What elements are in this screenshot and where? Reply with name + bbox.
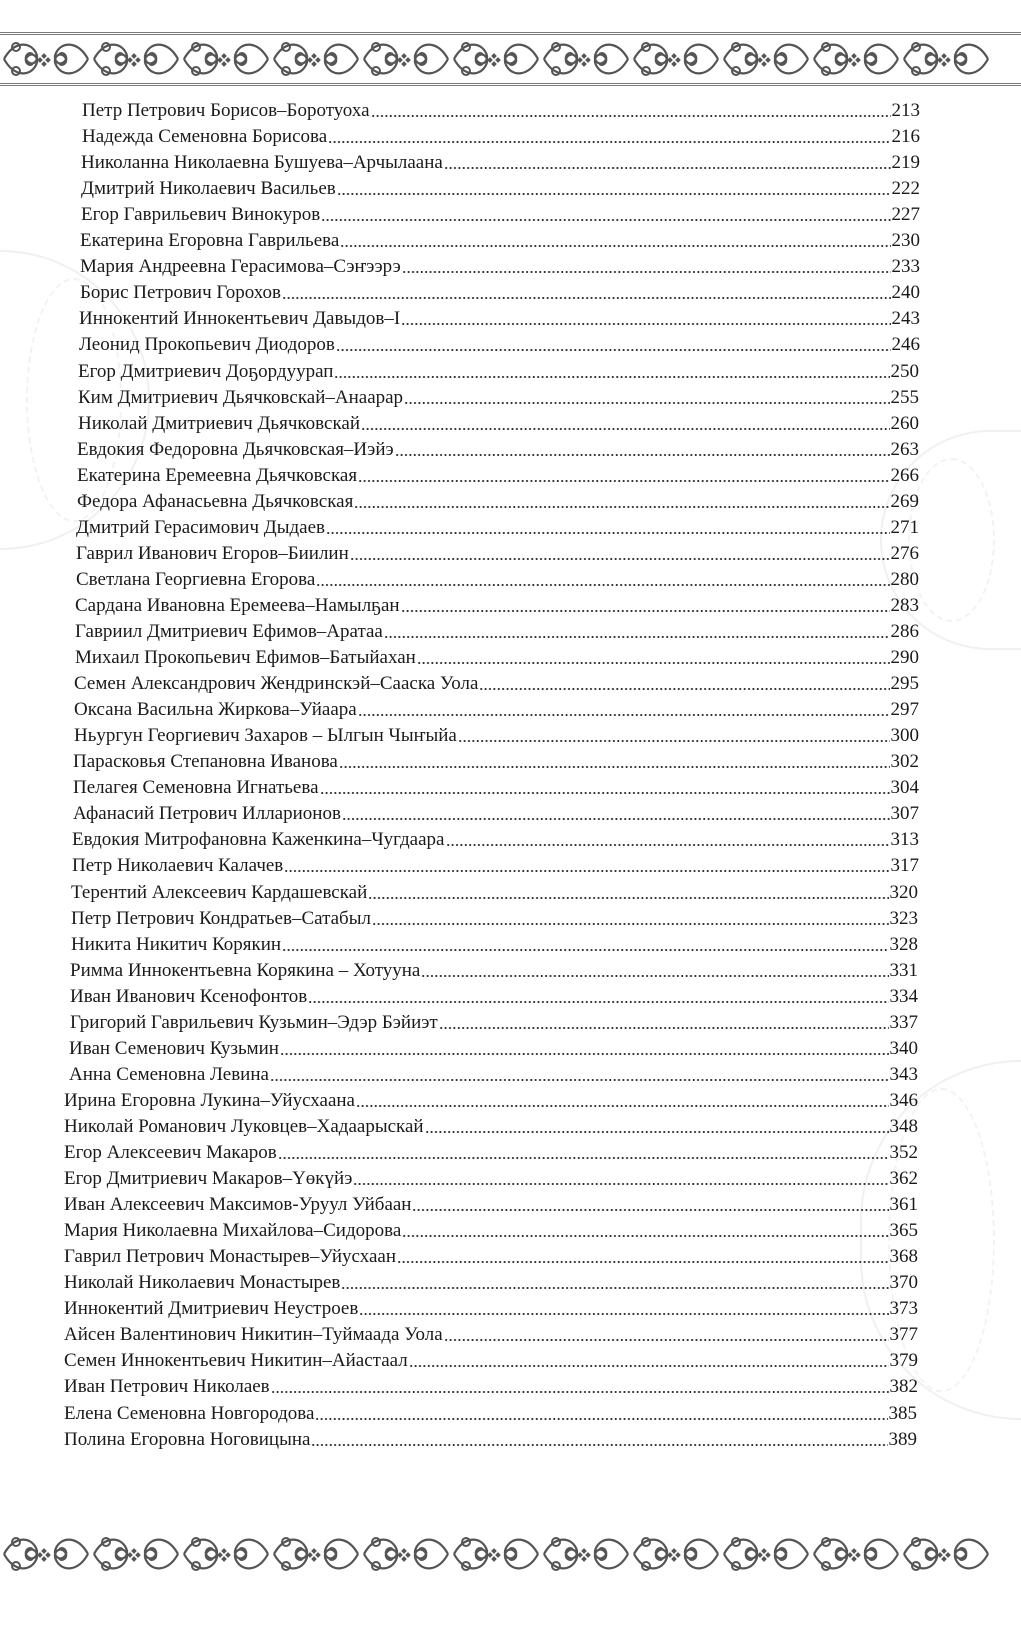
toc-entry-name: Надежда Семеновна Борисова — [82, 126, 328, 148]
toc-entry — [64, 1218, 918, 1244]
toc-entry — [78, 385, 919, 411]
toc-entry-page-number: 304 — [890, 777, 919, 799]
toc-entry-page-number: 337 — [889, 1011, 918, 1033]
toc-entry — [79, 306, 920, 332]
toc-entry-name: Елена Семеновна Новгородова — [64, 1402, 315, 1424]
toc-entry-page-number: 286 — [890, 621, 919, 642]
toc-entry-name: Иван Семенович Кузьмин — [69, 1037, 279, 1059]
toc-entry-name: Иннокентий Дмитриевич Неустроев — [64, 1298, 359, 1320]
toc-entry-page-number: 385 — [888, 1402, 917, 1424]
toc-entry-page-number: 362 — [889, 1168, 918, 1190]
dot-leader — [334, 371, 889, 379]
toc-entry — [78, 359, 919, 385]
dot-leader — [384, 631, 890, 639]
toc-entry-page-number: 290 — [890, 647, 919, 669]
toc-entry-name: Пелагея Семеновна Игнатьева — [73, 777, 319, 799]
dot-leader — [371, 110, 891, 118]
dot-leader — [401, 318, 890, 326]
dot-leader — [353, 1178, 888, 1186]
dot-leader — [421, 970, 888, 978]
toc-entry-page-number: 280 — [890, 568, 919, 590]
dot-leader — [341, 1282, 888, 1290]
dot-leader — [339, 761, 890, 769]
scroll-ornament-icon — [0, 35, 1021, 83]
toc-entry-name: Иннокентий Иннокентьевич Давыдов–I — [79, 308, 401, 330]
toc-entry-page-number: 276 — [890, 542, 919, 564]
toc-entry-name: Гаврил Иванович Егоров–Биилин — [76, 542, 349, 564]
toc-entry — [72, 827, 919, 853]
toc-entry — [75, 645, 919, 671]
toc-entry — [64, 1322, 918, 1348]
dot-leader — [359, 1308, 888, 1316]
toc-entry — [64, 1374, 918, 1400]
toc-entry-name: Егор Дмитриевич Доҕордуурап — [78, 360, 334, 382]
dot-leader — [372, 918, 889, 926]
toc-entry — [82, 98, 920, 124]
toc-entry-name: Мария Николаевна Михайлова–Сидорова — [64, 1220, 402, 1242]
toc-entry-page-number: 352 — [889, 1142, 918, 1163]
toc-entry — [74, 723, 919, 749]
toc-entry — [74, 671, 919, 697]
toc-entry-name: Егор Гаврильевич Винокуров — [81, 204, 321, 226]
dot-leader — [417, 657, 890, 665]
toc-entry-name: Петр Николаевич Калачев — [72, 855, 284, 877]
toc-entry-name: Ирина Егоровна Лукина–Уйусхаана — [64, 1089, 355, 1111]
dot-leader — [402, 1230, 888, 1238]
dot-leader — [336, 344, 891, 352]
toc-entry-name: Евдокия Федоровна Дьячковская–Иэйэ — [77, 438, 394, 460]
toc-entry-page-number: 307 — [890, 803, 919, 825]
toc-entry — [77, 489, 919, 515]
toc-entry-name: Оксана Васильна Жиркова–Уйаара — [74, 699, 357, 721]
toc-entry-name: Иван Петрович Николаев — [64, 1376, 270, 1398]
toc-entry — [80, 228, 920, 254]
toc-entry-name: Дмитрий Николаевич Васильев — [81, 178, 336, 200]
toc-entry-page-number: 295 — [890, 673, 919, 695]
toc-entry-name: Римма Иннокентьевна Корякина – Хотууна — [70, 959, 421, 981]
dot-leader — [444, 162, 891, 170]
toc-entry — [64, 1114, 918, 1140]
toc-entry-page-number: 389 — [888, 1428, 917, 1450]
dot-leader — [479, 683, 889, 691]
toc-entry — [70, 984, 918, 1010]
toc-entry — [81, 176, 920, 202]
toc-entry-page-number: 255 — [890, 386, 919, 408]
toc-entry-name: Николай Романович Луковцев–Хадаарыскай — [64, 1115, 424, 1137]
toc-entry — [74, 697, 919, 723]
toc-entry-page-number: 331 — [889, 959, 918, 981]
toc-entry-page-number: 365 — [889, 1220, 918, 1242]
toc-entry-name: Терентий Алексеевич Кардашевскай — [71, 881, 368, 903]
toc-entry-page-number: 269 — [890, 490, 919, 512]
toc-entry-name: Леонид Прокопьевич Диодоров — [79, 334, 335, 356]
dot-leader — [446, 839, 890, 847]
toc-entry — [75, 619, 919, 645]
toc-entry-name: Евдокия Митрофановна Каженкина–Чугдаара — [72, 829, 445, 851]
toc-entry-page-number: 283 — [890, 594, 919, 616]
toc-entry-page-number: 302 — [890, 751, 919, 773]
toc-entry — [71, 906, 918, 932]
toc-entry-page-number: 340 — [889, 1037, 918, 1059]
toc-entry-page-number: 246 — [891, 334, 920, 356]
dot-leader — [397, 1256, 888, 1264]
toc-entry — [64, 1401, 917, 1427]
toc-entry — [82, 124, 920, 150]
toc-entry-name: Гаврил Петрович Монастырев–Уйусхаан — [64, 1246, 397, 1268]
toc-entry-name: Егор Дмитриевич Макаров–Үөкүйэ — [64, 1168, 353, 1190]
toc-entry-page-number: 297 — [890, 699, 919, 721]
toc-entry — [64, 1270, 918, 1296]
dot-leader — [444, 1334, 889, 1342]
toc-entry-page-number: 230 — [891, 230, 920, 252]
dot-leader — [395, 449, 890, 457]
toc-entry — [75, 593, 919, 619]
toc-entry-page-number: 222 — [891, 178, 920, 200]
toc-entry-page-number: 233 — [891, 256, 920, 278]
toc-entry-name: Николанна Николаевна Бушуева–Арчылаана — [81, 152, 443, 174]
dot-leader — [425, 1126, 889, 1134]
dot-leader — [284, 865, 889, 873]
toc-entry-page-number: 216 — [891, 126, 920, 148]
ornamental-border-bottom — [0, 1530, 1021, 1578]
ornamental-border-top — [0, 32, 1021, 86]
toc-entry — [78, 411, 919, 437]
toc-entry — [73, 775, 919, 801]
toc-entry — [76, 541, 919, 567]
toc-entry — [72, 853, 919, 879]
dot-leader — [458, 735, 890, 743]
toc-entry-page-number: 300 — [890, 725, 919, 747]
toc-entry-page-number: 243 — [891, 308, 920, 330]
toc-entry-page-number: 373 — [889, 1298, 918, 1320]
dot-leader — [342, 813, 890, 821]
dot-leader — [402, 266, 891, 274]
toc-entry — [64, 1140, 918, 1166]
dot-leader — [315, 1413, 887, 1421]
dot-leader — [354, 501, 889, 509]
dot-leader — [328, 136, 890, 144]
toc-entry — [81, 202, 920, 228]
toc-entry-name: Николай Дмитриевич Дьячковскай — [78, 412, 360, 434]
dot-leader — [409, 1360, 889, 1368]
dot-leader — [311, 1439, 887, 1447]
dot-leader — [412, 1204, 888, 1212]
toc-entry — [81, 150, 920, 176]
dot-leader — [271, 1386, 889, 1394]
toc-entry — [70, 1010, 918, 1036]
toc-entry-page-number: 317 — [890, 855, 919, 877]
toc-entry-name: Никита Никитич Корякин — [71, 933, 282, 955]
toc-entry-name: Екатерина Егоровна Гаврильева — [80, 230, 340, 252]
toc-entry-name: Николай Николаевич Монастырев — [64, 1272, 341, 1294]
toc-entry — [69, 1036, 918, 1062]
dot-leader — [326, 527, 890, 535]
toc-entry-name: Иван Алексеевич Максимов-Уруул Уйбаан — [64, 1194, 412, 1216]
toc-entry-page-number: 213 — [891, 100, 920, 121]
toc-entry-page-number: 361 — [889, 1194, 918, 1216]
toc-entry — [77, 437, 919, 463]
toc-entry-name: Екатерина Еремеевна Дьячковская — [77, 464, 358, 486]
toc-entry — [73, 801, 919, 827]
toc-entry-name: Ким Дмитриевич Дьячковскай–Анаарар — [78, 386, 404, 408]
dot-leader — [401, 605, 890, 613]
dot-leader — [282, 292, 891, 300]
toc-entry-page-number: 348 — [889, 1115, 918, 1137]
toc-entry-name: Михаил Прокопьевич Ефимов–Батыйахан — [75, 647, 416, 669]
toc-entry — [70, 958, 918, 984]
toc-entry-page-number: 260 — [890, 412, 919, 434]
table-of-contents — [0, 98, 1021, 1458]
toc-entry-name: Семен Иннокентьевич Никитин–Айастаал — [64, 1350, 408, 1372]
toc-entry-name: Сардана Ивановна Еремеева–Намылҕан — [75, 594, 400, 616]
toc-entry — [77, 463, 919, 489]
toc-entry — [64, 1348, 918, 1374]
toc-entry-page-number: 320 — [889, 881, 918, 903]
dot-leader — [316, 579, 889, 587]
toc-entry-page-number: 377 — [889, 1324, 918, 1346]
toc-entry-page-number: 323 — [889, 907, 918, 929]
scroll-ornament-icon — [0, 1530, 1021, 1578]
toc-entry — [73, 749, 919, 775]
toc-entry — [76, 567, 919, 593]
dot-leader — [368, 892, 888, 900]
dot-leader — [320, 787, 890, 795]
toc-entry-page-number: 343 — [889, 1063, 918, 1085]
toc-entry-name: Борис Петрович Горохов — [80, 282, 281, 304]
dot-leader — [270, 1074, 889, 1082]
dot-leader — [337, 188, 891, 196]
toc-entry-page-number: 227 — [891, 204, 920, 226]
toc-entry-name: Иван Иванович Ксенофонтов — [70, 985, 308, 1007]
toc-entry — [64, 1166, 918, 1192]
dot-leader — [404, 397, 889, 405]
toc-entry-name: Григорий Гаврильевич Кузьмин–Эдэр Бэйиэт — [70, 1011, 438, 1033]
toc-entry-name: Анна Семеновна Левина — [69, 1063, 269, 1085]
dot-leader — [358, 709, 890, 717]
toc-entry-page-number: 368 — [889, 1246, 918, 1268]
toc-entry-page-number: 346 — [889, 1089, 918, 1111]
toc-entry — [71, 932, 918, 958]
toc-entry — [76, 515, 919, 541]
toc-entry-page-number: 271 — [890, 516, 919, 538]
toc-entry-name: Гавриил Дмитриевич Ефимов–Аратаа — [75, 621, 383, 642]
toc-entry-name: Семен Александрович Жендринскэй–Сааска Уола — [74, 673, 479, 695]
dot-leader — [308, 996, 888, 1004]
toc-entry — [80, 280, 920, 306]
toc-entry-name: Мария Андреевна Герасимова–Сэҥээрэ — [80, 256, 401, 278]
toc-entry-name: Петр Петрович Кондратьев–Сатабыл — [71, 907, 371, 929]
toc-entry-page-number: 263 — [890, 438, 919, 460]
toc-entry-name: Дмитрий Герасимович Дыдаев — [76, 516, 325, 538]
toc-entry-name: Ньургун Георгиевич Захаров – Ылгын Чыҥыйа — [74, 725, 457, 747]
toc-entry — [80, 254, 920, 280]
toc-entry — [64, 1427, 917, 1453]
toc-entry — [64, 1192, 918, 1218]
toc-entry-name: Федора Афанасьевна Дьячковская — [77, 490, 354, 512]
dot-leader — [278, 1152, 889, 1160]
toc-entry-name: Афанасий Петрович Илларионов — [73, 803, 341, 825]
dot-leader — [356, 1100, 889, 1108]
dot-leader — [282, 944, 888, 952]
toc-entry-page-number: 328 — [889, 933, 918, 955]
toc-entry-name: Светлана Георгиевна Егорова — [76, 568, 316, 590]
toc-entry-name: Айсен Валентинович Никитин–Туймаада Уола — [64, 1324, 443, 1346]
toc-entry-page-number: 250 — [890, 360, 919, 382]
dot-leader — [361, 423, 890, 431]
toc-entry-name: Егор Алексеевич Макаров — [64, 1142, 277, 1163]
dot-leader — [321, 214, 890, 222]
toc-entry-page-number: 240 — [891, 282, 920, 304]
toc-entry-name: Полина Егоровна Ноговицына — [64, 1428, 311, 1450]
dot-leader — [340, 240, 890, 248]
toc-entry-page-number: 370 — [889, 1272, 918, 1294]
toc-entry — [64, 1088, 918, 1114]
toc-entry — [69, 1062, 918, 1088]
dot-leader — [350, 553, 890, 561]
toc-entry-page-number: 219 — [891, 152, 920, 174]
toc-entry — [71, 880, 918, 906]
toc-entry-page-number: 313 — [890, 829, 919, 851]
toc-entry — [64, 1244, 918, 1270]
toc-entry-page-number: 382 — [889, 1376, 918, 1398]
toc-entry — [64, 1296, 918, 1322]
toc-entry-page-number: 379 — [889, 1350, 918, 1372]
dot-leader — [280, 1048, 889, 1056]
toc-entry-name: Парасковья Степановна Иванова — [73, 751, 338, 773]
toc-entry-page-number: 266 — [890, 464, 919, 486]
toc-entry — [79, 332, 920, 358]
toc-entry-page-number: 334 — [889, 985, 918, 1007]
dot-leader — [358, 475, 889, 483]
toc-entry-name: Петр Петрович Борисов–Боротуоха — [82, 100, 370, 121]
dot-leader — [439, 1022, 889, 1030]
